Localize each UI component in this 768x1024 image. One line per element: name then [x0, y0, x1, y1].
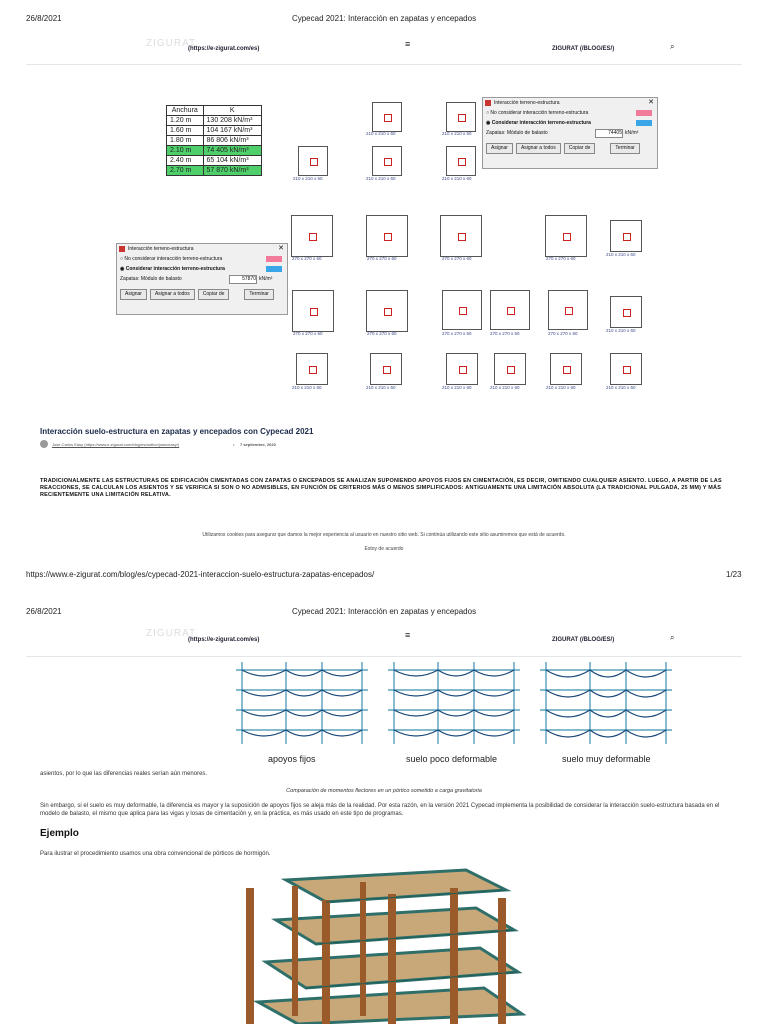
footing-small [610, 296, 642, 328]
color-swatch [636, 110, 652, 116]
print-title: Cypecad 2021: Interacción en zapatas y encepados [291, 14, 477, 23]
footing-small [494, 353, 526, 385]
field-row [117, 274, 287, 284]
footing-icon [459, 366, 467, 374]
assign-all-button[interactable]: Asignar a todos [516, 143, 561, 154]
footing-small [446, 102, 476, 132]
footing-small [372, 146, 402, 176]
color-swatch [266, 266, 282, 272]
footing-small [610, 220, 642, 252]
frame-fixed [236, 662, 368, 744]
footing-icon [458, 158, 466, 166]
figure-caption: Comparación de momentos flectores en un pórtico sometido a carga gravitatoria [286, 788, 482, 794]
table-cell: 1.80 m [167, 136, 204, 146]
footing-icon [310, 158, 318, 166]
nav-divider [26, 656, 742, 657]
bullet-separator: • [233, 442, 235, 447]
table-cell: 104 167 kN/m³ [203, 126, 261, 136]
assign-all-button[interactable]: Asignar a todos [150, 289, 195, 300]
color-swatch [266, 256, 282, 262]
table-cell: 86 806 kN/m³ [203, 136, 261, 146]
footing-label: 270 x 270 x 60 [548, 331, 578, 336]
color-swatch [636, 120, 652, 126]
footing-small [446, 146, 476, 176]
page-number: 1/23 [726, 570, 742, 579]
copy-button[interactable]: Copiar de [198, 289, 230, 300]
option-row[interactable]: ◉ Considerar interacción terreno-estructura [483, 118, 657, 128]
print-url: https://www.e-zigurat.com/blog/es/cypecad-2021-interaccion-suelo-estructura-zapatas-encepados/ [26, 570, 375, 579]
frame-label: apoyos fijos [268, 754, 316, 764]
footing-label: 210 x 210 x 60 [366, 131, 396, 136]
blog-link[interactable]: ZIGURAT (/BLOG/ES/) [552, 637, 615, 643]
print-title: Cypecad 2021: Interacción en zapatas y encepados [291, 607, 477, 616]
menu-icon[interactable]: ≡ [405, 630, 411, 640]
field-label: Zapatas: Módulo de balasto [486, 130, 548, 136]
footing-label: 270 x 270 x 60 [367, 331, 397, 336]
footing-icon [384, 114, 392, 122]
unit-label: kN/m³ [625, 130, 639, 136]
close-icon[interactable]: ✕ [278, 245, 284, 252]
footing-label: 270 x 270 x 60 [292, 256, 322, 261]
ballast-input[interactable]: 57870 [229, 275, 257, 284]
frame-low-deformable [388, 662, 520, 744]
footing-label: 270 x 270 x 60 [490, 331, 520, 336]
footing-icon [384, 233, 392, 241]
footing-icon [507, 307, 515, 315]
finish-button[interactable]: Terminar [244, 289, 273, 300]
field-row [483, 128, 657, 138]
nav-divider [26, 64, 742, 65]
footing-small [610, 353, 642, 385]
cookie-accept-button[interactable]: Estoy de acuerdo [364, 546, 404, 552]
avatar [40, 440, 48, 448]
option-label: Considerar interacción terreno-estructura [491, 120, 591, 126]
table-cell: 2.40 m [167, 156, 204, 166]
ballast-table [166, 105, 262, 176]
unit-label: kN/m³ [259, 276, 273, 282]
option-row[interactable]: ◉ Considerar interacción terreno-estructura [117, 264, 287, 274]
copy-button[interactable]: Copiar de [564, 143, 596, 154]
footing-label: 210 x 210 x 60 [292, 385, 322, 390]
footing-icon [507, 366, 515, 374]
col-header-k: K [203, 106, 261, 116]
ballast-input[interactable]: 74405 [595, 129, 623, 138]
section-heading: Ejemplo [40, 828, 79, 839]
table-cell: 1.60 m [167, 126, 204, 136]
table-cell: 57 870 kN/m³ [203, 166, 261, 176]
footing-small [372, 102, 402, 132]
assign-button[interactable]: Asignar [120, 289, 147, 300]
footing-icon [563, 366, 571, 374]
article-title: Interacción suelo-estructura en zapatas y encepados con Cypecad 2021 [40, 427, 314, 436]
home-link[interactable]: (https://e-zigurat.com/es) [188, 46, 260, 52]
home-link[interactable]: (https://e-zigurat.com/es) [188, 637, 260, 643]
assign-button[interactable]: Asignar [486, 143, 513, 154]
footing-label: 210 x 210 x 60 [606, 385, 636, 390]
footing-label: 210 x 210 x 60 [490, 385, 520, 390]
footing-icon [623, 366, 631, 374]
frame-high-deformable [540, 662, 672, 744]
footing-label: 210 x 210 x 60 [442, 131, 472, 136]
table-cell: 1.20 m [167, 116, 204, 126]
footing-small [370, 353, 402, 385]
footing-icon [563, 233, 571, 241]
dialog-title-text: Interacción terreno-estructura [128, 246, 194, 252]
table-cell: 74 405 kN/m³ [203, 146, 261, 156]
dialog-title-text: Interacción terreno-estructura [494, 100, 560, 106]
option-label: No considerar interacción terreno-estructura [124, 256, 223, 262]
menu-icon[interactable]: ≡ [405, 39, 411, 49]
footing-icon [309, 233, 317, 241]
building-3d-illustration [236, 868, 526, 1024]
print-date: 26/8/2021 [26, 607, 62, 616]
dialog-soil-interaction-top [482, 97, 658, 169]
option-label: No considerar interacción terreno-estructura [490, 110, 589, 116]
footing-label: 210 x 210 x 60 [606, 328, 636, 333]
footing-icon [623, 233, 631, 241]
option-row[interactable]: ○ No considerar interacción terreno-estructura [117, 254, 287, 264]
frames-figure [236, 660, 676, 746]
frame-label: suelo poco deformable [406, 754, 498, 764]
footing-icon [623, 309, 631, 317]
footing-label: 270 x 270 x 60 [367, 256, 397, 261]
footing-label: 210 x 210 x 60 [366, 176, 396, 181]
footing-icon [384, 158, 392, 166]
table-cell: 65 104 kN/m³ [203, 156, 261, 166]
footing-label: 210 x 210 x 60 [293, 176, 323, 181]
app-icon [485, 100, 491, 106]
footing-small [550, 353, 582, 385]
paragraph: Sin embargo, si el suelo es muy deformable, la diferencia es mayor y la suposición de apoyos fijos se aleja más de la realidad. Por esta razón, en la versión 2021 Cypecad implementa la posibilidad de considerar la interacción suelo-estructura basada en el modelo de balasto, el mismo que aplica para las vigas y losas de cimentación y, en la práctica, es más usado en este tipo de programas. [40, 803, 720, 817]
dialog-soil-interaction-left [116, 243, 288, 315]
dialog-title [483, 98, 657, 108]
site-logo[interactable]: ZIGURAT [146, 38, 197, 49]
footing-icon [458, 233, 466, 241]
close-icon[interactable]: ✕ [648, 99, 654, 106]
article-lead: TRADICIONALMENTE LAS ESTRUCTURAS DE EDIFICACIÓN CIMENTADAS CON ZAPATAS O ENCEPADOS SE ANALIZAN SUPONIENDO APOYOS FIJOS EN CIMENTACIÓN, ES DECIR, OMITIENDO CUALQUIER ASIENTO. LUEGO, A PARTIR DE LAS REACCIONES, SE CALCULAN LOS ASIENTOS Y SE VERIFICA SI SON O NO ADMISIBLES, EN FUNCIÓN DE CRITERIOS MÁS O MENOS SIMPLIFICADOS: ANTIGUAMENTE UNA LIMITACIÓN ABSOLUTA (LA TRADICIONAL PULGADA, 25 MM) Y MÁS RECIENTEMENTE UNA LIMITACIÓN RELATIVA. [40, 478, 722, 498]
footing-icon [565, 307, 573, 315]
footing-label: 270 x 270 x 60 [546, 256, 576, 261]
footing-label: 270 x 270 x 60 [442, 256, 472, 261]
finish-button[interactable]: Terminar [610, 143, 639, 154]
option-label: Considerar interacción terreno-estructura [125, 266, 225, 272]
footing-label: 210 x 210 x 60 [442, 176, 472, 181]
footing-large [366, 290, 408, 332]
footing-large [442, 290, 482, 330]
blog-link[interactable]: ZIGURAT (/BLOG/ES/) [552, 46, 615, 52]
footing-label: 270 x 270 x 60 [442, 331, 472, 336]
footing-label: 210 x 210 x 60 [606, 252, 636, 257]
footing-large [366, 215, 408, 257]
intro-paragraph: Para ilustrar el procedimiento usamos una obra convencional de pórticos de hormigón. [40, 851, 271, 857]
footing-label: 270 x 270 x 60 [293, 331, 323, 336]
footing-icon [383, 366, 391, 374]
search-icon[interactable]: ⌕ [670, 42, 675, 51]
text-continuation: asientos, por lo que las diferencias reales serían aún menores. [40, 771, 208, 777]
footing-label: 210 x 210 x 60 [366, 385, 396, 390]
footing-small [446, 353, 478, 385]
cookie-notice: Utilizamos cookies para asegurar que damos la mejor experiencia al usuario en nuestro sitio web. Si continúa utilizando este sitio asumiremos que está de acuerdo. [202, 532, 566, 538]
table-cell: 2.10 m [167, 146, 204, 156]
table-cell: 2.70 m [167, 166, 204, 176]
app-icon [119, 246, 125, 252]
footing-large [548, 290, 588, 330]
search-icon[interactable]: ⌕ [670, 633, 675, 642]
field-label: Zapatas: Módulo de balasto [120, 276, 182, 282]
site-logo[interactable]: ZIGURAT [146, 628, 197, 639]
dialog-title [117, 244, 287, 254]
footing-small [298, 146, 328, 176]
footing-label: 210 x 210 x 60 [546, 385, 576, 390]
footing-icon [310, 308, 318, 316]
footing-label: 210 x 210 x 60 [442, 385, 472, 390]
footing-large [545, 215, 587, 257]
table-cell: 130 208 kN/m³ [203, 116, 261, 126]
footing-large [291, 215, 333, 257]
frame-label: suelo muy deformable [562, 754, 651, 764]
footing-icon [459, 307, 467, 315]
print-date: 26/8/2021 [26, 14, 62, 23]
col-header-width: Anchura [167, 106, 204, 116]
footing-large [490, 290, 530, 330]
footing-large [440, 215, 482, 257]
footing-icon [458, 114, 466, 122]
footing-large [292, 290, 334, 332]
author-link[interactable]: Jose Carlos Easy (https://www.e-zigurat.com/blog/es/author/joseceasy/) [52, 442, 180, 447]
footing-icon [309, 366, 317, 374]
post-date: 7 septiembre, 2020 [240, 442, 276, 447]
footing-icon [384, 308, 392, 316]
option-row[interactable]: ○ No considerar interacción terreno-estructura [483, 108, 657, 118]
footing-small [296, 353, 328, 385]
